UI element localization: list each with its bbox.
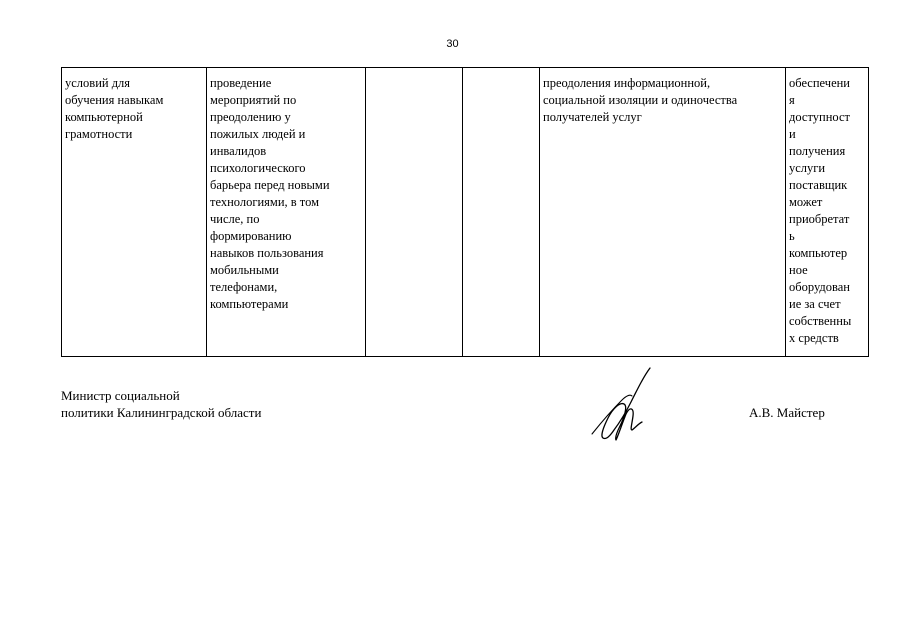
page-number: 30 [446,38,459,50]
table-cell-empty-2 [463,68,540,357]
table-cell-condition [62,68,207,357]
table-row [62,68,869,357]
table-cell-result [540,68,786,357]
cell-text: условий для обучения навыкам компьютерной грамотности [65,76,164,141]
cell-text: преодоления информационной, социальной изоляции и одиночества получателей услуг [543,76,738,124]
handwritten-signature [586,366,656,444]
cell-text: проведение мероприятий по преодолению у пожилых людей и инвалидов психологического барьера перед новыми технологиями, в том числе, по формированию навыков пользования мобильными телефонами, компьютерами [210,76,330,311]
document-table [61,67,869,357]
cell-text: обеспечени я доступност и получения услуги поставщик может приобретат ь компьютер ное оборудован ие за счет собственны х средств [789,76,852,345]
minister-title: Министр социальной политики Калининградской области [61,388,262,420]
signatory-name: А.В. Майстер [749,405,825,420]
table-cell-empty-1 [366,68,463,357]
table-cell-note [786,68,869,357]
table-cell-activities [207,68,366,357]
